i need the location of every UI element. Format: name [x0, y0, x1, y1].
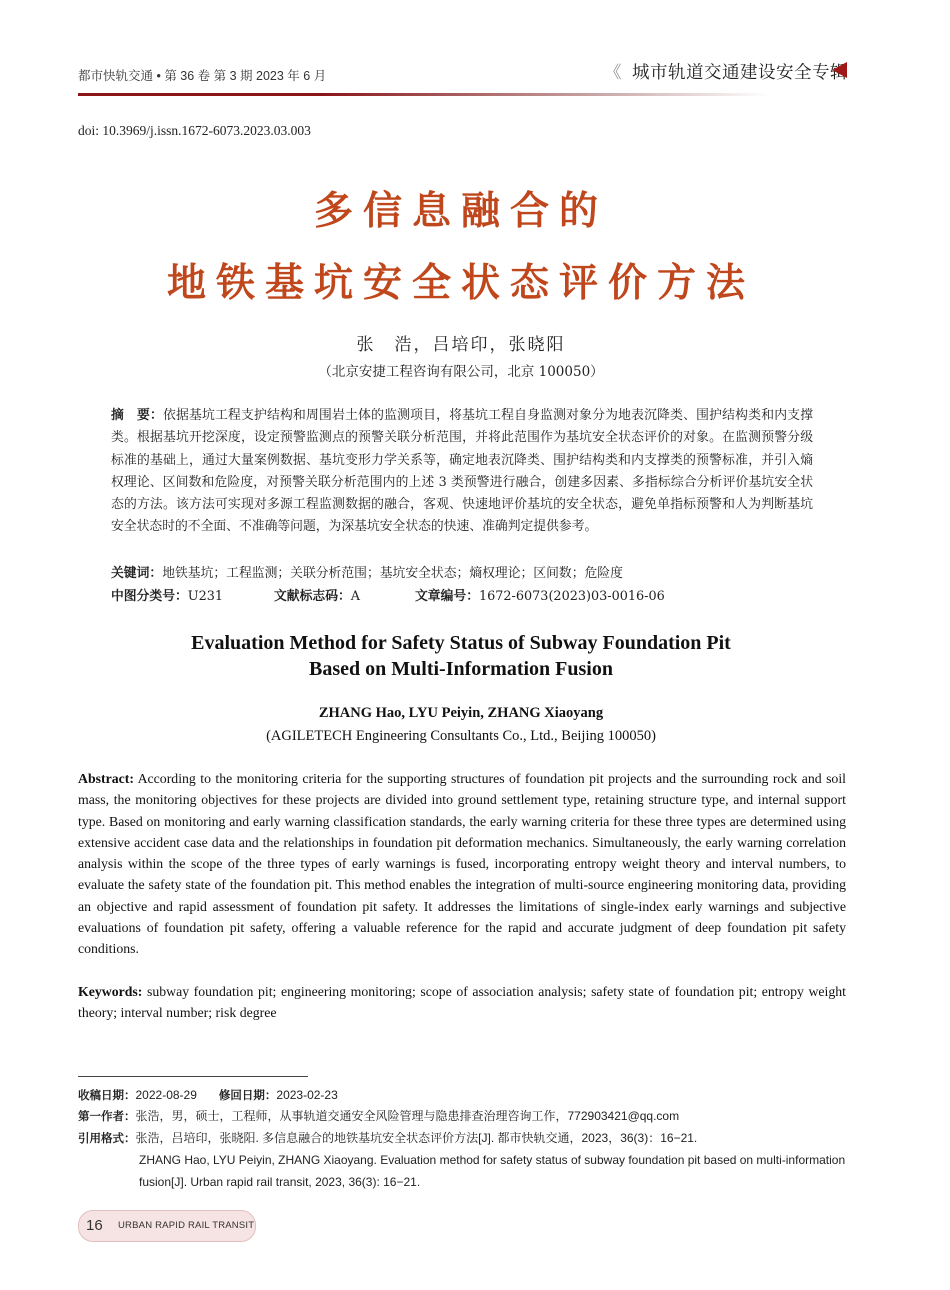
keywords-en-text: subway foundation pit; engineering monitoring; scope of association analysis; safety state of foundation pit; entropy weight theory; interval number; risk degree [78, 984, 846, 1021]
footnote-rule [78, 1076, 308, 1077]
page-journal-name: URBAN RAPID RAIL TRANSIT [118, 1220, 255, 1231]
article-number-label: 文章编号： [415, 589, 479, 604]
keywords-cn [111, 563, 813, 585]
first-author-value: 张浩，男，硕士，工程师，从事轨道交通安全风险管理与隐患排查治理咨询工作，772903421@qq.com [135, 1109, 680, 1123]
clc-value: U231 [187, 589, 223, 604]
doc-code [274, 586, 360, 608]
abstract-cn-label: 摘 要： [111, 408, 164, 423]
title-cn-line1: 多信息融合的 [313, 189, 608, 234]
abstract-cn-text: 依据基坑工程支护结构和周围岩土体的监测项目，将基坑工程自身监测对象分为地表沉降类、围护结构类和内支撑类。根据基坑开挖深度，设定预警监测点的预警关联分析范围，并将此范围作为基坑安全状态评价的对象。在监测预警分级标准的基础上，通过大量案例数据、基坑变形力学关系等，确定地表沉降类、围护结构类和内支撑类的预警标准，并引入熵权理论、区间数和危险度，对预警关联分析范围内的上述 3 类预警进行融合，创建多因素、多指标综合分析评价基坑安全状态的方法。该方法可实现对多源工程监测数据的融合，客观、快速地评价基坑的安全状态，避免单指标预警和人为判断基坑安全状态时的不全面、不准确等问题，为深基坑安全状态的快速、准确判定提供参考。 [111, 408, 814, 535]
title-cn-line2: 地铁基坑安全状态评价方法 [166, 261, 755, 306]
affiliation-cn: （北京安捷工程咨询有限公司，北京 100050） [318, 364, 604, 380]
affiliation-en: (AGILETECH Engineering Consultants Co., Ltd., Beijing 100050) [266, 728, 656, 744]
keywords-en [78, 981, 846, 1024]
keywords-en-label: Keywords: [78, 984, 143, 999]
citation-cn: 张浩，吕培印，张晓阳. 多信息融合的地铁基坑安全状态评价方法[J]. 都市快轨交通，2023，36(3)：16−21. [135, 1131, 698, 1145]
abstract-en-text: According to the monitoring criteria for the supporting structures of foundation pit projects and the surrounding rock and soil mass, the monitoring objectives for these projects are divided into ground settlement type, retaining structure type, and internal support type. Based on monitoring and early warning classification standards, the early warning criteria for these three types are determined using extensive accident case data and the relationships in foundation pit deformation mechanics. Simultaneously, the early warning correlation analysis within the scope of the three types of early warnings is fused, incorporating entropy weight theory and interval numbers, to evaluate the safety state of the foundation pit. This method enables the integration of multi-source engineering monitoring data, providing an objective and rapid assessment of foundation pit safety. It addresses the limitations of single-index early warnings and subjective evaluations of foundation pit safety, offering a valuable reference for the rapid and accurate judgment of deep foundation pit safety conditions. [78, 771, 846, 957]
abstract-cn [111, 405, 813, 539]
first-author-label: 第一作者： [78, 1109, 136, 1123]
article-number-value: 1672-6073(2023)03-0016-06 [478, 589, 665, 604]
title-en-line1: Evaluation Method for Safety Status of Subway Foundation Pit [191, 632, 731, 654]
column-title-block [605, 58, 849, 84]
revised-value: 2023-02-23 [276, 1088, 338, 1102]
doc-code-value: A [350, 589, 361, 604]
column-title: 城市轨道交通建设安全专辑 [632, 62, 848, 82]
authors-cn: 张 浩，吕培印，张晓阳 [356, 335, 566, 355]
page-number: 16 [86, 1217, 103, 1234]
abstract-en-label: Abstract: [78, 771, 134, 786]
footnote-first-author [78, 1105, 848, 1127]
title-en-line2: Based on Multi-Information Fusion [309, 658, 613, 680]
clc-label: 中图分类号： [111, 589, 188, 604]
clc-code [111, 586, 223, 608]
keywords-cn-label: 关键词： [111, 566, 163, 581]
revised-label: 修回日期： [218, 1088, 277, 1102]
received-label: 收稿日期： [78, 1088, 136, 1102]
abstract-en [78, 768, 846, 960]
footnote-dates [78, 1084, 848, 1106]
authors-en: ZHANG Hao, LYU Peiyin, ZHANG Xiaoyang [318, 705, 604, 721]
doi: doi: 10.3969/j.issn.1672-6073.2023.03.003 [78, 123, 311, 138]
received-value: 2022-08-29 [135, 1088, 197, 1102]
citation-label: 引用格式： [78, 1131, 136, 1145]
footnote-citation [78, 1127, 848, 1193]
journal-info: 都市快轨交通 • 第 36 卷 第 3 期 2023 年 6 月 [78, 69, 327, 83]
header-rule [78, 93, 770, 96]
chevron-left-icon: 《 [604, 63, 622, 82]
citation-en: ZHANG Hao, LYU Peiyin, ZHANG Xiaoyang. Evaluation method for safety status of subway foundation pit based on multi-information fusion[J]. Urban rapid rail transit, 2023, 36(3): 16−21. [139, 1153, 846, 1189]
triangle-marker-icon [832, 62, 847, 78]
article-number [415, 586, 665, 608]
doc-code-label: 文献标志码： [274, 589, 351, 604]
keywords-cn-text: 地铁基坑；工程监测；关联分析范围；基坑安全状态；熵权理论；区间数；危险度 [162, 566, 623, 581]
